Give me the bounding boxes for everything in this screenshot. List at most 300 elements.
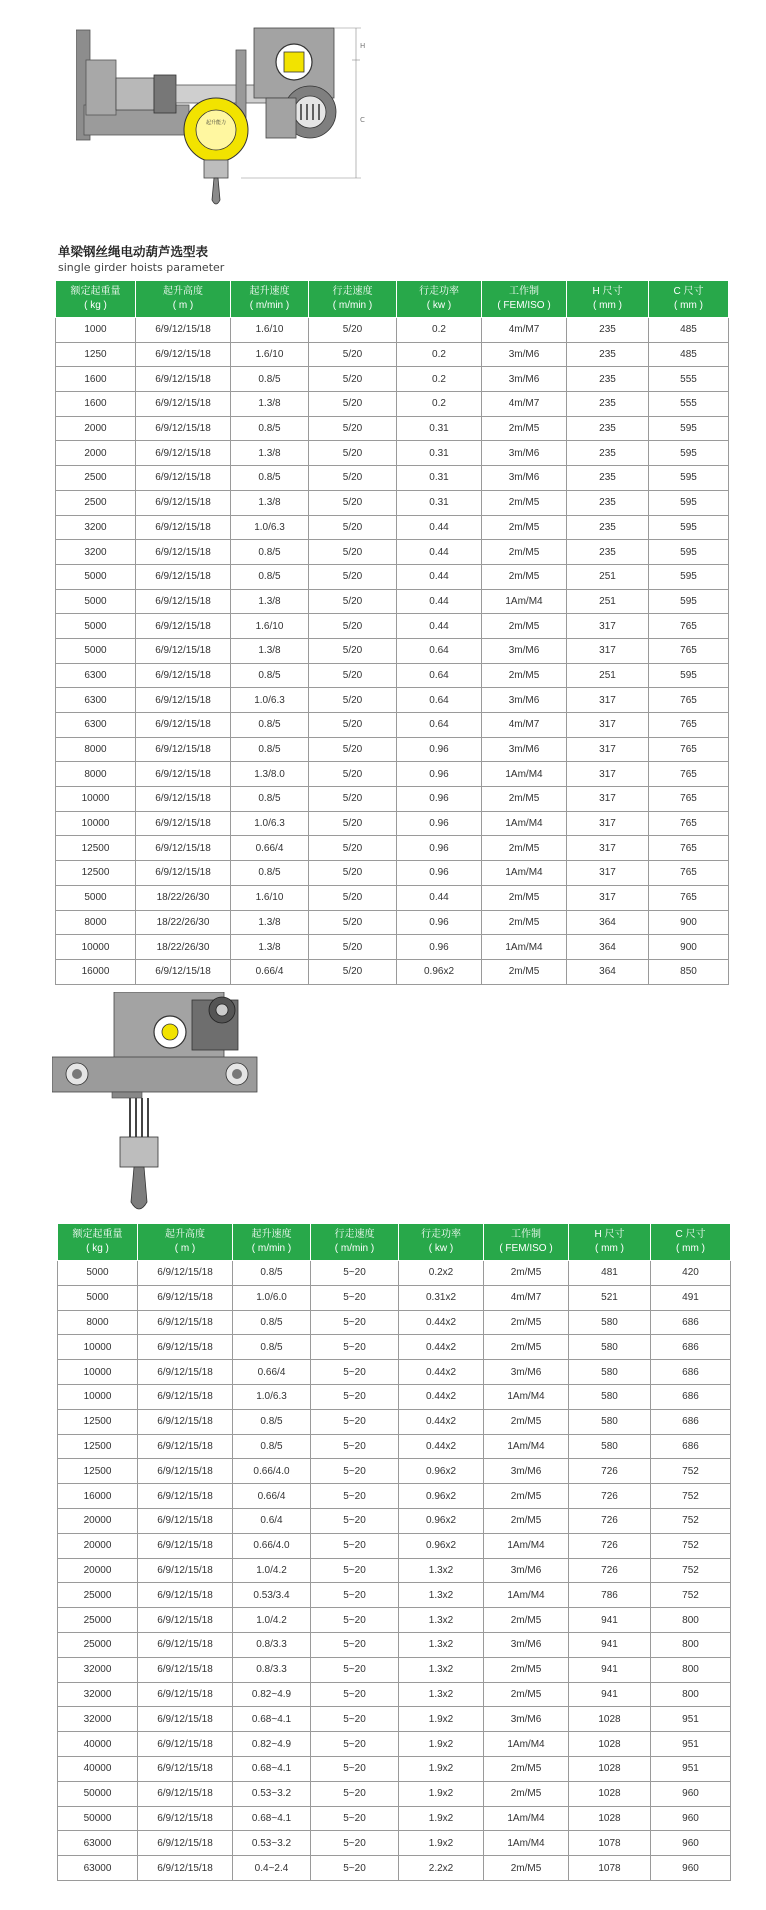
- table-cell: 555: [649, 367, 729, 392]
- table-cell: 2000: [56, 441, 136, 466]
- table-cell: 0.96x2: [399, 1533, 484, 1558]
- table-cell: 5/20: [309, 490, 397, 515]
- table-cell: 235: [567, 490, 649, 515]
- table-cell: 5~20: [311, 1682, 399, 1707]
- table-cell: 5~20: [311, 1434, 399, 1459]
- table-cell: 0.8/5: [231, 466, 309, 491]
- table-cell: 595: [649, 466, 729, 491]
- table-cell: 1.3x2: [399, 1682, 484, 1707]
- table-cell: 0.8/5: [231, 540, 309, 565]
- table-cell: 5~20: [311, 1384, 399, 1409]
- table-cell: 1.6/10: [231, 614, 309, 639]
- table-cell: 900: [649, 935, 729, 960]
- table-cell: 0.8/5: [231, 416, 309, 441]
- table-cell: 235: [567, 367, 649, 392]
- table-cell: 1.3/8: [231, 490, 309, 515]
- table-cell: 2m/M5: [482, 540, 567, 565]
- table-cell: 5~20: [311, 1657, 399, 1682]
- table-cell: 1Am/M4: [482, 935, 567, 960]
- table-cell: 0.8/3.3: [233, 1657, 311, 1682]
- table-cell: 941: [569, 1682, 651, 1707]
- table-cell: 2500: [56, 466, 136, 491]
- table-cell: 5000: [56, 614, 136, 639]
- table-cell: 1.6/10: [231, 318, 309, 343]
- table-cell: 5/20: [309, 713, 397, 738]
- table-cell: 5~20: [311, 1558, 399, 1583]
- table-cell: 5/20: [309, 416, 397, 441]
- table-row: [58, 1335, 731, 1360]
- table-cell: 6300: [56, 713, 136, 738]
- table-cell: 960: [651, 1781, 731, 1806]
- table-cell: 6/9/12/15/18: [138, 1285, 233, 1310]
- table-cell: 5~20: [311, 1781, 399, 1806]
- table-cell: 12500: [58, 1434, 138, 1459]
- table-cell: 1600: [56, 392, 136, 417]
- table-cell: 0.2: [397, 318, 482, 343]
- table-cell: 686: [651, 1434, 731, 1459]
- table-cell: 0.96x2: [399, 1508, 484, 1533]
- table-cell: 2m/M5: [484, 1409, 569, 1434]
- table-cell: 1.0/6.3: [233, 1384, 311, 1409]
- table-cell: 5~20: [311, 1484, 399, 1509]
- table-cell: 595: [649, 589, 729, 614]
- table-cell: 5~20: [311, 1806, 399, 1831]
- table-cell: 0.66/4: [231, 836, 309, 861]
- table-row: [56, 367, 729, 392]
- table-row: [58, 1583, 731, 1608]
- table-row: [56, 638, 729, 663]
- table-cell: 235: [567, 416, 649, 441]
- table-cell: 5000: [56, 885, 136, 910]
- table-cell: 800: [651, 1632, 731, 1657]
- table-cell: 726: [569, 1484, 651, 1509]
- table-cell: 765: [649, 861, 729, 886]
- table-cell: 364: [567, 910, 649, 935]
- table-cell: 0.66/4: [233, 1360, 311, 1385]
- table-cell: 5000: [56, 638, 136, 663]
- table-row: [56, 713, 729, 738]
- table-row: [58, 1732, 731, 1757]
- table-cell: 6/9/12/15/18: [136, 416, 231, 441]
- table-row: [56, 441, 729, 466]
- table-cell: 0.68~4.1: [233, 1756, 311, 1781]
- table-cell: 5~20: [311, 1856, 399, 1881]
- column-header: H 尺寸 ( mm ): [569, 1224, 651, 1261]
- table-cell: 1.0/6.0: [233, 1285, 311, 1310]
- table-cell: 1Am/M4: [484, 1732, 569, 1757]
- table-cell: 481: [569, 1261, 651, 1286]
- table-cell: 20000: [58, 1558, 138, 1583]
- table-cell: 0.44: [397, 589, 482, 614]
- table-cell: 3m/M6: [484, 1632, 569, 1657]
- table-cell: 6/9/12/15/18: [136, 861, 231, 886]
- table-cell: 2m/M5: [482, 836, 567, 861]
- table-cell: 5~20: [311, 1261, 399, 1286]
- table-cell: 1Am/M4: [482, 811, 567, 836]
- table-row: [56, 564, 729, 589]
- table-row: [56, 515, 729, 540]
- table-cell: 1.3/8: [231, 935, 309, 960]
- table-cell: 0.96: [397, 910, 482, 935]
- table-cell: 18/22/26/30: [136, 910, 231, 935]
- table-cell: 2m/M5: [484, 1508, 569, 1533]
- column-header: 工作制 ( FEM/ISO ): [484, 1224, 569, 1261]
- table-cell: 235: [567, 540, 649, 565]
- table-cell: 800: [651, 1657, 731, 1682]
- column-header: 行走速度 ( m/min ): [311, 1224, 399, 1261]
- table-cell: 1.6/10: [231, 342, 309, 367]
- table-cell: 5/20: [309, 935, 397, 960]
- table-row: [56, 787, 729, 812]
- table-cell: 2.2x2: [399, 1856, 484, 1881]
- table-cell: 317: [567, 885, 649, 910]
- table-cell: 0.8/5: [233, 1310, 311, 1335]
- table-cell: 686: [651, 1409, 731, 1434]
- table-cell: 5/20: [309, 910, 397, 935]
- table-cell: 2m/M5: [482, 490, 567, 515]
- table-cell: 16000: [58, 1484, 138, 1509]
- table-row: [58, 1756, 731, 1781]
- table-cell: 235: [567, 392, 649, 417]
- table-cell: 1.9x2: [399, 1756, 484, 1781]
- table-cell: 6/9/12/15/18: [138, 1583, 233, 1608]
- table-row: [56, 762, 729, 787]
- table-cell: 32000: [58, 1682, 138, 1707]
- table-cell: 521: [569, 1285, 651, 1310]
- table-cell: 6/9/12/15/18: [138, 1360, 233, 1385]
- table-cell: 0.66/4: [233, 1484, 311, 1509]
- table-cell: 6/9/12/15/18: [138, 1558, 233, 1583]
- table-cell: 3m/M6: [484, 1558, 569, 1583]
- table-cell: 364: [567, 959, 649, 984]
- table-cell: 5~20: [311, 1360, 399, 1385]
- table-cell: 485: [649, 318, 729, 343]
- table-cell: 752: [651, 1558, 731, 1583]
- table-cell: 32000: [58, 1707, 138, 1732]
- table-row: [56, 540, 729, 565]
- table-row: [58, 1632, 731, 1657]
- table-cell: 0.64: [397, 688, 482, 713]
- table-cell: 5000: [58, 1285, 138, 1310]
- table-cell: 1.9x2: [399, 1732, 484, 1757]
- table-cell: 317: [567, 861, 649, 886]
- table-cell: 752: [651, 1484, 731, 1509]
- table-cell: 686: [651, 1335, 731, 1360]
- table-cell: 1078: [569, 1831, 651, 1856]
- table-cell: 786: [569, 1583, 651, 1608]
- table-cell: 1.3/8: [231, 638, 309, 663]
- table-cell: 580: [569, 1310, 651, 1335]
- table-cell: 12500: [56, 836, 136, 861]
- table-cell: 0.96: [397, 762, 482, 787]
- column-header: 额定起重量 ( kg ): [58, 1224, 138, 1261]
- table-cell: 595: [649, 441, 729, 466]
- table-cell: 726: [569, 1508, 651, 1533]
- table-cell: 5~20: [311, 1583, 399, 1608]
- table-cell: 3m/M6: [482, 367, 567, 392]
- table-cell: 5/20: [309, 342, 397, 367]
- table-cell: 0.53/3.4: [233, 1583, 311, 1608]
- table-row: [58, 1434, 731, 1459]
- table-row: [58, 1707, 731, 1732]
- table-cell: 235: [567, 441, 649, 466]
- table-cell: 6/9/12/15/18: [136, 614, 231, 639]
- table-cell: 0.53~3.2: [233, 1781, 311, 1806]
- table-cell: 595: [649, 663, 729, 688]
- table-cell: 235: [567, 515, 649, 540]
- table-cell: 364: [567, 935, 649, 960]
- table-cell: 0.44x2: [399, 1384, 484, 1409]
- table-cell: 2m/M5: [484, 1781, 569, 1806]
- table-row: [58, 1508, 731, 1533]
- table-cell: 5/20: [309, 737, 397, 762]
- table-row: [56, 416, 729, 441]
- table-cell: 3200: [56, 540, 136, 565]
- table-cell: 3m/M6: [482, 466, 567, 491]
- table-cell: 580: [569, 1360, 651, 1385]
- table-cell: 1.9x2: [399, 1707, 484, 1732]
- table-cell: 0.8/5: [231, 713, 309, 738]
- table-cell: 3m/M6: [484, 1360, 569, 1385]
- table-row: [56, 589, 729, 614]
- table-cell: 6/9/12/15/18: [138, 1756, 233, 1781]
- table-row: [56, 342, 729, 367]
- table-cell: 6/9/12/15/18: [138, 1533, 233, 1558]
- table-cell: 951: [651, 1732, 731, 1757]
- table-row: [58, 1856, 731, 1881]
- table-cell: 1028: [569, 1707, 651, 1732]
- table-cell: 6/9/12/15/18: [136, 466, 231, 491]
- table-cell: 2m/M5: [484, 1608, 569, 1633]
- table-cell: 0.64: [397, 638, 482, 663]
- column-header: 起升高度 ( m ): [136, 281, 231, 318]
- table-cell: 6/9/12/15/18: [136, 392, 231, 417]
- table-cell: 1250: [56, 342, 136, 367]
- table-cell: 40000: [58, 1732, 138, 1757]
- table-cell: 25000: [58, 1632, 138, 1657]
- table-cell: 765: [649, 688, 729, 713]
- hook-block-label: 起升能力: [205, 120, 227, 126]
- table-cell: 8000: [56, 737, 136, 762]
- table-cell: 1Am/M4: [484, 1831, 569, 1856]
- table-cell: 6/9/12/15/18: [138, 1434, 233, 1459]
- table-cell: 317: [567, 787, 649, 812]
- table-cell: 0.8/5: [231, 787, 309, 812]
- table-cell: 0.96x2: [399, 1459, 484, 1484]
- table-row: [58, 1781, 731, 1806]
- column-header: 工作制 ( FEM/ISO ): [482, 281, 567, 318]
- table-cell: 6/9/12/15/18: [136, 515, 231, 540]
- table-cell: 6/9/12/15/18: [138, 1608, 233, 1633]
- table-cell: 317: [567, 762, 649, 787]
- table-cell: 1.9x2: [399, 1806, 484, 1831]
- table-cell: 2000: [56, 416, 136, 441]
- table-cell: 580: [569, 1384, 651, 1409]
- table-cell: 6/9/12/15/18: [136, 342, 231, 367]
- table-cell: 0.2: [397, 392, 482, 417]
- table-cell: 5/20: [309, 688, 397, 713]
- table-cell: 10000: [56, 787, 136, 812]
- table-cell: 1028: [569, 1781, 651, 1806]
- table-cell: 0.53~3.2: [233, 1831, 311, 1856]
- table-cell: 6/9/12/15/18: [136, 787, 231, 812]
- table-cell: 951: [651, 1756, 731, 1781]
- table-cell: 10000: [58, 1335, 138, 1360]
- table-cell: 580: [569, 1409, 651, 1434]
- table-row: [56, 614, 729, 639]
- table-cell: 0.66/4.0: [233, 1459, 311, 1484]
- table-cell: 1.9x2: [399, 1781, 484, 1806]
- table-cell: 0.8/5: [233, 1409, 311, 1434]
- column-header: C 尺寸 ( mm ): [649, 281, 729, 318]
- table-row: [58, 1806, 731, 1831]
- table-cell: 960: [651, 1831, 731, 1856]
- table-cell: 0.44x2: [399, 1335, 484, 1360]
- table-cell: 0.44: [397, 564, 482, 589]
- table-row: [56, 466, 729, 491]
- column-header: 行走速度 ( m/min ): [309, 281, 397, 318]
- table-cell: 10000: [58, 1384, 138, 1409]
- table-cell: 1.0/6.3: [231, 688, 309, 713]
- table-cell: 2m/M5: [484, 1484, 569, 1509]
- table-cell: 0.44: [397, 540, 482, 565]
- table-cell: 850: [649, 959, 729, 984]
- table-cell: 317: [567, 688, 649, 713]
- table-cell: 0.96: [397, 787, 482, 812]
- table-cell: 1.3/8: [231, 441, 309, 466]
- table-cell: 6/9/12/15/18: [136, 564, 231, 589]
- table-cell: 2m/M5: [482, 614, 567, 639]
- table-cell: 6/9/12/15/18: [138, 1310, 233, 1335]
- table-cell: 686: [651, 1384, 731, 1409]
- table-cell: 0.96x2: [397, 959, 482, 984]
- table-cell: 1.6/10: [231, 885, 309, 910]
- table-cell: 2m/M5: [484, 1335, 569, 1360]
- table-cell: 6/9/12/15/18: [138, 1682, 233, 1707]
- dimension-c-label: C: [360, 116, 365, 124]
- table-cell: 765: [649, 787, 729, 812]
- table-cell: 1028: [569, 1732, 651, 1757]
- table-cell: 0.8/5: [231, 367, 309, 392]
- table-cell: 1.0/6.3: [231, 515, 309, 540]
- table-cell: 0.96: [397, 737, 482, 762]
- table-cell: 1.3x2: [399, 1583, 484, 1608]
- column-header: 起升速度 ( m/min ): [231, 281, 309, 318]
- table-cell: 12500: [58, 1409, 138, 1434]
- single-girder-hoist-drawing: [76, 20, 406, 235]
- table-cell: 0.2: [397, 342, 482, 367]
- table-cell: 941: [569, 1608, 651, 1633]
- table-row: [56, 490, 729, 515]
- table-cell: 2m/M5: [482, 885, 567, 910]
- table-cell: 5/20: [309, 318, 397, 343]
- table-row: [56, 318, 729, 343]
- table-cell: 5/20: [309, 466, 397, 491]
- table-cell: 6/9/12/15/18: [138, 1632, 233, 1657]
- table-cell: 752: [651, 1583, 731, 1608]
- table-row: [58, 1682, 731, 1707]
- section-title-en: single girder hoists parameter: [58, 261, 225, 274]
- table-cell: 5~20: [311, 1732, 399, 1757]
- table-cell: 1600: [56, 367, 136, 392]
- table-cell: 235: [567, 466, 649, 491]
- table-cell: 5/20: [309, 811, 397, 836]
- table-cell: 0.8/5: [231, 737, 309, 762]
- table-cell: 2m/M5: [484, 1756, 569, 1781]
- table-cell: 6/9/12/15/18: [136, 589, 231, 614]
- table-cell: 10000: [56, 811, 136, 836]
- table-cell: 3200: [56, 515, 136, 540]
- table-cell: 0.4~2.4: [233, 1856, 311, 1881]
- table-header-row: [58, 1224, 731, 1261]
- table-cell: 8000: [56, 910, 136, 935]
- table-cell: 0.44: [397, 885, 482, 910]
- table-cell: 0.31: [397, 490, 482, 515]
- table-cell: 0.68~4.1: [233, 1806, 311, 1831]
- table-cell: 1028: [569, 1806, 651, 1831]
- table-cell: 1Am/M4: [484, 1806, 569, 1831]
- table-cell: 6/9/12/15/18: [138, 1508, 233, 1533]
- table-cell: 686: [651, 1360, 731, 1385]
- table-cell: 317: [567, 713, 649, 738]
- table-cell: 6/9/12/15/18: [136, 318, 231, 343]
- single-girder-parameter-table: [55, 280, 729, 985]
- table-cell: 5/20: [309, 861, 397, 886]
- table-cell: 6/9/12/15/18: [138, 1459, 233, 1484]
- table-cell: 5/20: [309, 392, 397, 417]
- table-cell: 12500: [56, 861, 136, 886]
- table-cell: 2m/M5: [482, 564, 567, 589]
- table-cell: 0.96: [397, 811, 482, 836]
- table-cell: 317: [567, 811, 649, 836]
- table-cell: 6/9/12/15/18: [138, 1484, 233, 1509]
- table-cell: 5/20: [309, 762, 397, 787]
- table-cell: 1.3/8.0: [231, 762, 309, 787]
- table-cell: 2m/M5: [484, 1261, 569, 1286]
- table-cell: 6/9/12/15/18: [136, 638, 231, 663]
- table-cell: 20000: [58, 1508, 138, 1533]
- table-cell: 726: [569, 1459, 651, 1484]
- table-cell: 5~20: [311, 1608, 399, 1633]
- section-title-cn: 单梁钢丝绳电动葫芦选型表: [58, 244, 209, 259]
- table-cell: 0.66/4: [231, 959, 309, 984]
- table-cell: 5~20: [311, 1285, 399, 1310]
- column-header: 起升高度 ( m ): [138, 1224, 233, 1261]
- table-cell: 4m/M7: [484, 1285, 569, 1310]
- table-cell: 0.8/5: [231, 564, 309, 589]
- table-cell: 765: [649, 836, 729, 861]
- double-girder-parameter-table: [57, 1223, 731, 1881]
- table-cell: 800: [651, 1682, 731, 1707]
- table-cell: 5~20: [311, 1831, 399, 1856]
- table-row: [56, 392, 729, 417]
- table-cell: 0.44x2: [399, 1409, 484, 1434]
- table-cell: 235: [567, 318, 649, 343]
- table-cell: 580: [569, 1434, 651, 1459]
- table-cell: 485: [649, 342, 729, 367]
- table-cell: 6/9/12/15/18: [138, 1831, 233, 1856]
- table-row: [56, 737, 729, 762]
- table-cell: 6/9/12/15/18: [136, 490, 231, 515]
- column-header: 行走功率 ( kw ): [397, 281, 482, 318]
- table-cell: 0.64: [397, 713, 482, 738]
- table-cell: 0.8/5: [231, 861, 309, 886]
- table-cell: 0.96: [397, 861, 482, 886]
- table-cell: 235: [567, 342, 649, 367]
- table-cell: 1.3/8: [231, 910, 309, 935]
- table-cell: 2m/M5: [484, 1856, 569, 1881]
- table-cell: 5~20: [311, 1409, 399, 1434]
